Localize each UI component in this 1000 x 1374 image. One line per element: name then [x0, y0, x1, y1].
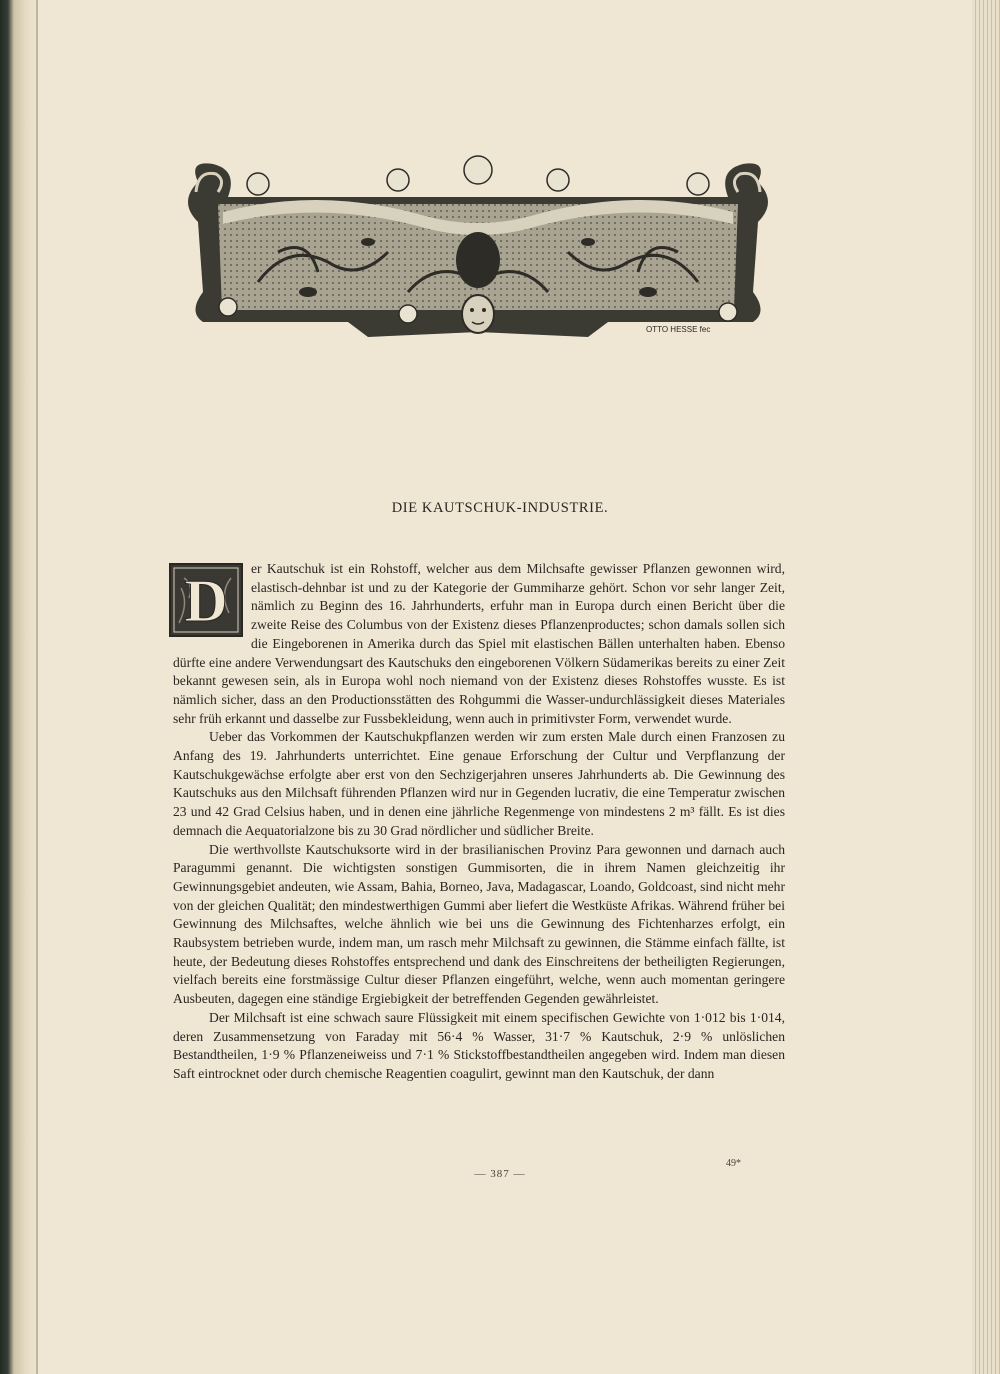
printer-signature: 49*: [726, 1158, 741, 1169]
paragraph-1-text: er Kautschuk ist ein Rohstoff, welcher aus dem Milchsafte gewisser Pflanzen gewonnen wird, elastisch-dehnbar ist und zu der Kategorie der Gummiharze gehört. Schon vor sehr langer Zeit, nämlich zu Beginn des 16. Jahrhunderts, erfuhr man in Europa durch einen Bericht über die zweite Reise des Columbus von der Existenz dieses Pflanzenproductes; schon damals sollen sich die Eingeborenen in Amerika durch das Spiel mit elastischen Bällen unterhalten haben. Ebenso dürfte eine andere Verwendungsart des Kautschuks den eingeborenen Völkern Südamerikas bereits zu einer Zeit bekannt gewesen sein, als in Europa wohl noch niemand von der Existenz dieses Rohstoffes wusste. Es ist nämlich sicher, dass an den Productionsstätten des Rohgummi die Wasser-undurchlässigkeit dieses Materiales sehr früh erkannt und dasselbe zur Fussbekleidung, wenn auch in primitivster Form, verwendet wurde.: [173, 561, 785, 726]
ornamental-headpiece: [168, 142, 788, 342]
page-number: — 387 —: [474, 1168, 526, 1180]
dropcap-letter: D: [184, 568, 228, 634]
paragraph-3: Die werthvollste Kautschuksorte wird in der brasilianischen Provinz Para gewonnen und darnach auch Paragummi genannt. Die wichtigsten sonstigen Gummisorten, die in ihrem Namen gleichzeitig ihr Gewinnungsgebiet andeuten, wie Assam, Bahia, Borneo, Java, Madagascar, Loando, Goldcoast, sind nicht mehr von der gleichen Qualität; den mindestwerthigen Gummi aber liefert die Westküste Afrikas. Während früher bei Gewinnung des Milchsaftes, welche ähnlich wie bei uns die Gewinnung des Fichtenharzes erfolgt, ein Raubsystem betrieben wurde, indem man, um rasch mehr Milchsaft zu gewinnen, die Stämme einfach fällte, ist heute, der Bedeutung dieses Rohstoffes entsprechend und dank des Einschreitens der betheiligten Regierungen, vielfach bereits eine forstmässige Cultur dieser Pflanzen eingeführt, welche, wenn auch momentan geringere Ausbeuten, dagegen eine ständige Ergiebigkeit der betreffenden Gegenden gewährleistet.: [173, 841, 785, 1007]
paragraph-4: Der Milchsaft ist eine schwach saure Flüssigkeit mit einem specifischen Gewichte von 1·012 bis 1·014, deren Zusammensetzung von Faraday mit 56·4 % Wasser, 31·7 % Kautschuk, 2·9 % unlöslichen Bestandtheilen, 1·9 % Pflanzeneiweiss und 7·1 % Stickstoffbestandtheilen angegeben wird. Indem man diesen Saft eintrocknet oder durch chemische Reagentien coagulirt, gewinnt man den Kautschuk, der dann: [173, 1009, 785, 1081]
mask-ornament: [462, 295, 494, 333]
body-text: [173, 560, 785, 1084]
engraver-credit: OTTO HESSE fec: [646, 325, 711, 334]
paragraph-1: [173, 560, 785, 728]
chapter-title: DIE KAUTSCHUK-INDUSTRIE.: [391, 500, 609, 516]
decorated-initial-d: [169, 563, 243, 637]
paragraph-2: Ueber das Vorkommen der Kautschukpflanzen werden wir zum ersten Male durch einen Franzosen zu Anfang des 19. Jahrhunderts unterrichtet. Eine genaue Erforschung der Cultur und Verpflanzung der Kautschukgewächse erfolgte aber erst von den Sechzigerjahren unseres Jahrhunderts ab. Die Gewinnung des Kautschuks aus den Milchsaft führenden Pflanzen wird nur in Gegenden lucrativ, die eine Temperatur zwischen 23 und 42 Grad Celsius haben, und in denen eine jährliche Regenmenge von mindestens 2 m³ fällt. Es ist dies demnach die Aequatorialzone bis zu 30 Grad nördlicher und südlicher Breite.: [173, 729, 785, 838]
